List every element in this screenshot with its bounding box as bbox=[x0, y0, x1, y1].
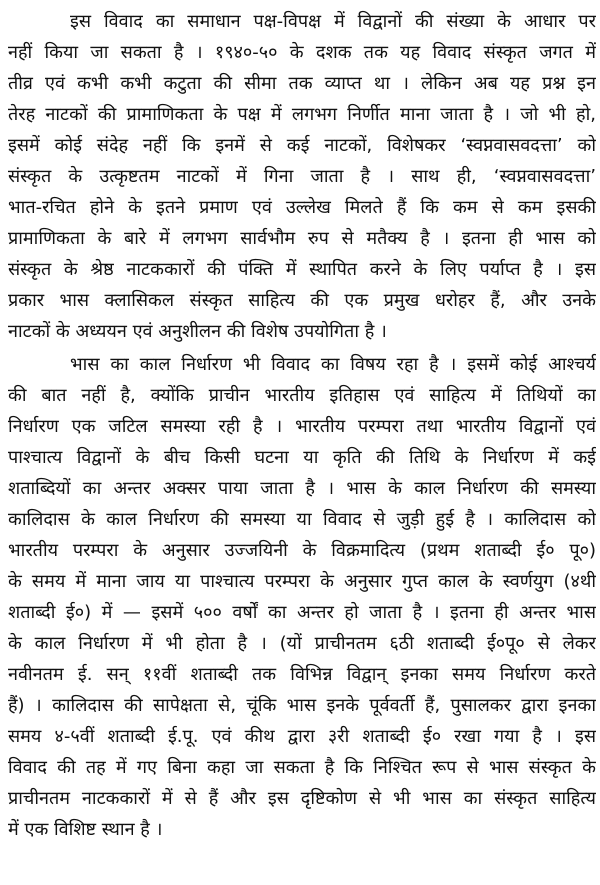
text-line: प्राचीनतम नाटककारों में से हैं और इस दृष्टिकोण से भी भास का संस्कृत साहित्य bbox=[8, 788, 596, 809]
text-line: निर्धारण एक जटिल समस्या रही है । भारतीय परम्परा तथा भारतीय विद्वानों एवं bbox=[8, 416, 596, 437]
paragraph-2 bbox=[8, 349, 596, 845]
text-line: भात-रचित होने के इतने प्रमाण एवं उल्लेख मिलते हैं कि कम से कम इसकी bbox=[8, 197, 596, 218]
text-line: इसमें कोई संदेह नहीं कि इनमें से कई नाटकों, विशेषकर ‘स्वप्नवासवदत्ता’ को bbox=[8, 135, 596, 156]
paragraph-1 bbox=[8, 6, 596, 347]
text-line: तेरह नाटकों की प्रामाणिकता के पक्ष में लगभग निर्णीत माना जाता है । जो भी हो, bbox=[8, 104, 596, 125]
text-line: संस्कृत के श्रेष्ठ नाटककारों की पंक्ति में स्थापित करने के लिए पर्याप्त है । इस bbox=[8, 259, 596, 280]
text-line: तीव्र एवं कभी कभी कटुता की सीमा तक व्याप्त था । लेकिन अब यह प्रश्न इन bbox=[8, 73, 596, 94]
text-line: संस्कृत के उत्कृष्टतम नाटकों में गिना जाता है । साथ ही, ‘स्वप्नवासवदत्ता’ bbox=[8, 166, 596, 187]
text-line: भास का काल निर्धारण भी विवाद का विषय रहा है । इसमें कोई आश्चर्य bbox=[70, 354, 596, 375]
text-line: समय ४-५वीं शताब्दी ई.पू. एवं कीथ द्वारा ३री शताब्दी ई० रखा गया है । इस bbox=[8, 726, 596, 747]
text-line: हैं) । कालिदास की सापेक्षता से, चूंकि भास इनके पूर्ववर्ती हैं, पुसालकर द्वारा इनका bbox=[8, 695, 596, 716]
text-line: में एक विशिष्ट स्थान है । bbox=[8, 819, 163, 840]
text-line: नाटकों के अध्ययन एवं अनुशीलन की विशेष उपयोगिता है । bbox=[8, 321, 387, 342]
text-line: शताब्दियों का अन्तर अक्सर पाया जाता है । भास के काल निर्धारण की समस्या bbox=[8, 478, 596, 499]
text-line: के काल निर्धारण में भी होता है । (यों प्राचीनतम ६ठी शताब्दी ई०पू० से लेकर bbox=[8, 633, 596, 654]
text-line: के समय में माना जाय या पाश्चात्य परम्परा के अनुसार गुप्त काल के स्वर्णयुग (४थी bbox=[8, 571, 596, 592]
text-line: भारतीय परम्परा के अनुसार उज्जयिनी के विक्रमादित्य (प्रथम शताब्दी ई० पू०) bbox=[8, 540, 596, 561]
text-line: नवीनतम ई. सन् ११वीं शताब्दी तक विभिन्न विद्वान् इनका समय निर्धारण करते bbox=[8, 664, 596, 685]
text-line: प्रामाणिकता के बारे में लगभग सार्वभौम रुप से मतैक्य है । इतना ही भास को bbox=[8, 228, 596, 249]
text-line: नहीं किया जा सकता है । १९४०-५० के दशक तक यह विवाद संस्कृत जगत में bbox=[8, 42, 596, 63]
text-line: पाश्चात्य विद्वानों के बीच किसी घटना या कृति की तिथि के निर्धारण में कई bbox=[8, 447, 596, 468]
text-line: इस विवाद का समाधान पक्ष-विपक्ष में विद्वानों की संख्या के आधार पर bbox=[70, 11, 596, 32]
text-line: कालिदास के काल निर्धारण की समस्या या विवाद से जुड़ी हुई है । कालिदास को bbox=[8, 509, 596, 530]
text-line: विवाद की तह में गए बिना कहा जा सकता है कि निश्चित रूप से भास संस्कृत के bbox=[8, 757, 596, 778]
text-line: प्रकार भास क्लासिकल संस्कृत साहित्य की एक प्रमुख धरोहर हैं, और उनके bbox=[8, 290, 596, 311]
text-line: शताब्दी ई०) में — इसमें ५०० वर्षों का अन्तर हो जाता है । इतना ही अन्तर भास bbox=[8, 602, 596, 623]
text-line: की बात नहीं है, क्योंकि प्राचीन भारतीय इतिहास एवं साहित्य में तिथियों का bbox=[8, 385, 596, 406]
